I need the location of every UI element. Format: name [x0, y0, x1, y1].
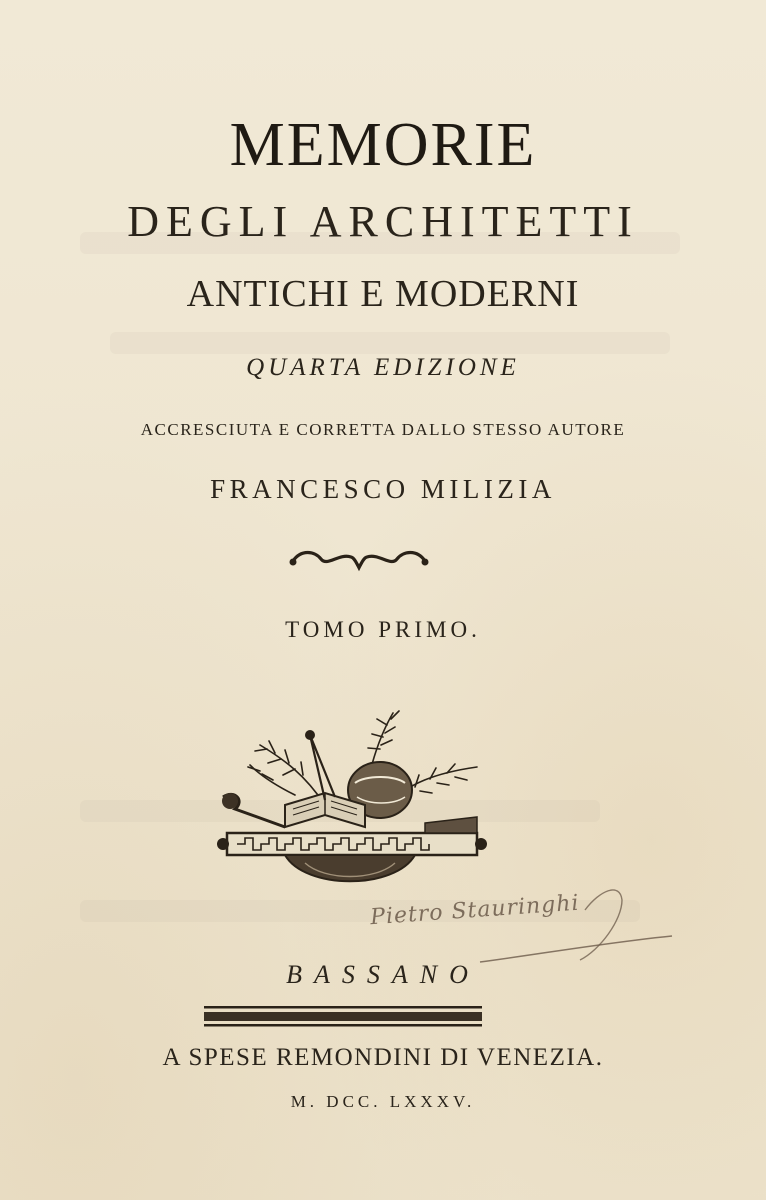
subtitle-line-1: DEGLI ARCHITETTI	[127, 197, 639, 246]
book-title: MEMORIE	[229, 111, 537, 179]
double-rule-divider	[204, 1004, 482, 1030]
publisher-line: A SPESE REMONDINI DI VENEZIA.	[162, 1044, 604, 1071]
augmented-note: ACCRESCIUTA E CORRETTA DALLO STESSO AUTORE	[140, 420, 626, 439]
handwritten-signature: Pietro Stauringhi	[360, 870, 680, 990]
flourish-ornament	[287, 543, 431, 575]
subtitle-line-2: ANTICHI E MODERNI	[186, 273, 580, 315]
show-through-text	[110, 332, 670, 354]
author-name: FRANCESCO MILIZIA	[210, 474, 556, 504]
place-of-publication: BASSANO	[286, 960, 480, 989]
volume-label: TOMO PRIMO.	[285, 617, 481, 642]
publication-date: M. DCC. LXXXV.	[290, 1092, 476, 1111]
edition-label: QUARTA EDIZIONE	[246, 354, 520, 381]
